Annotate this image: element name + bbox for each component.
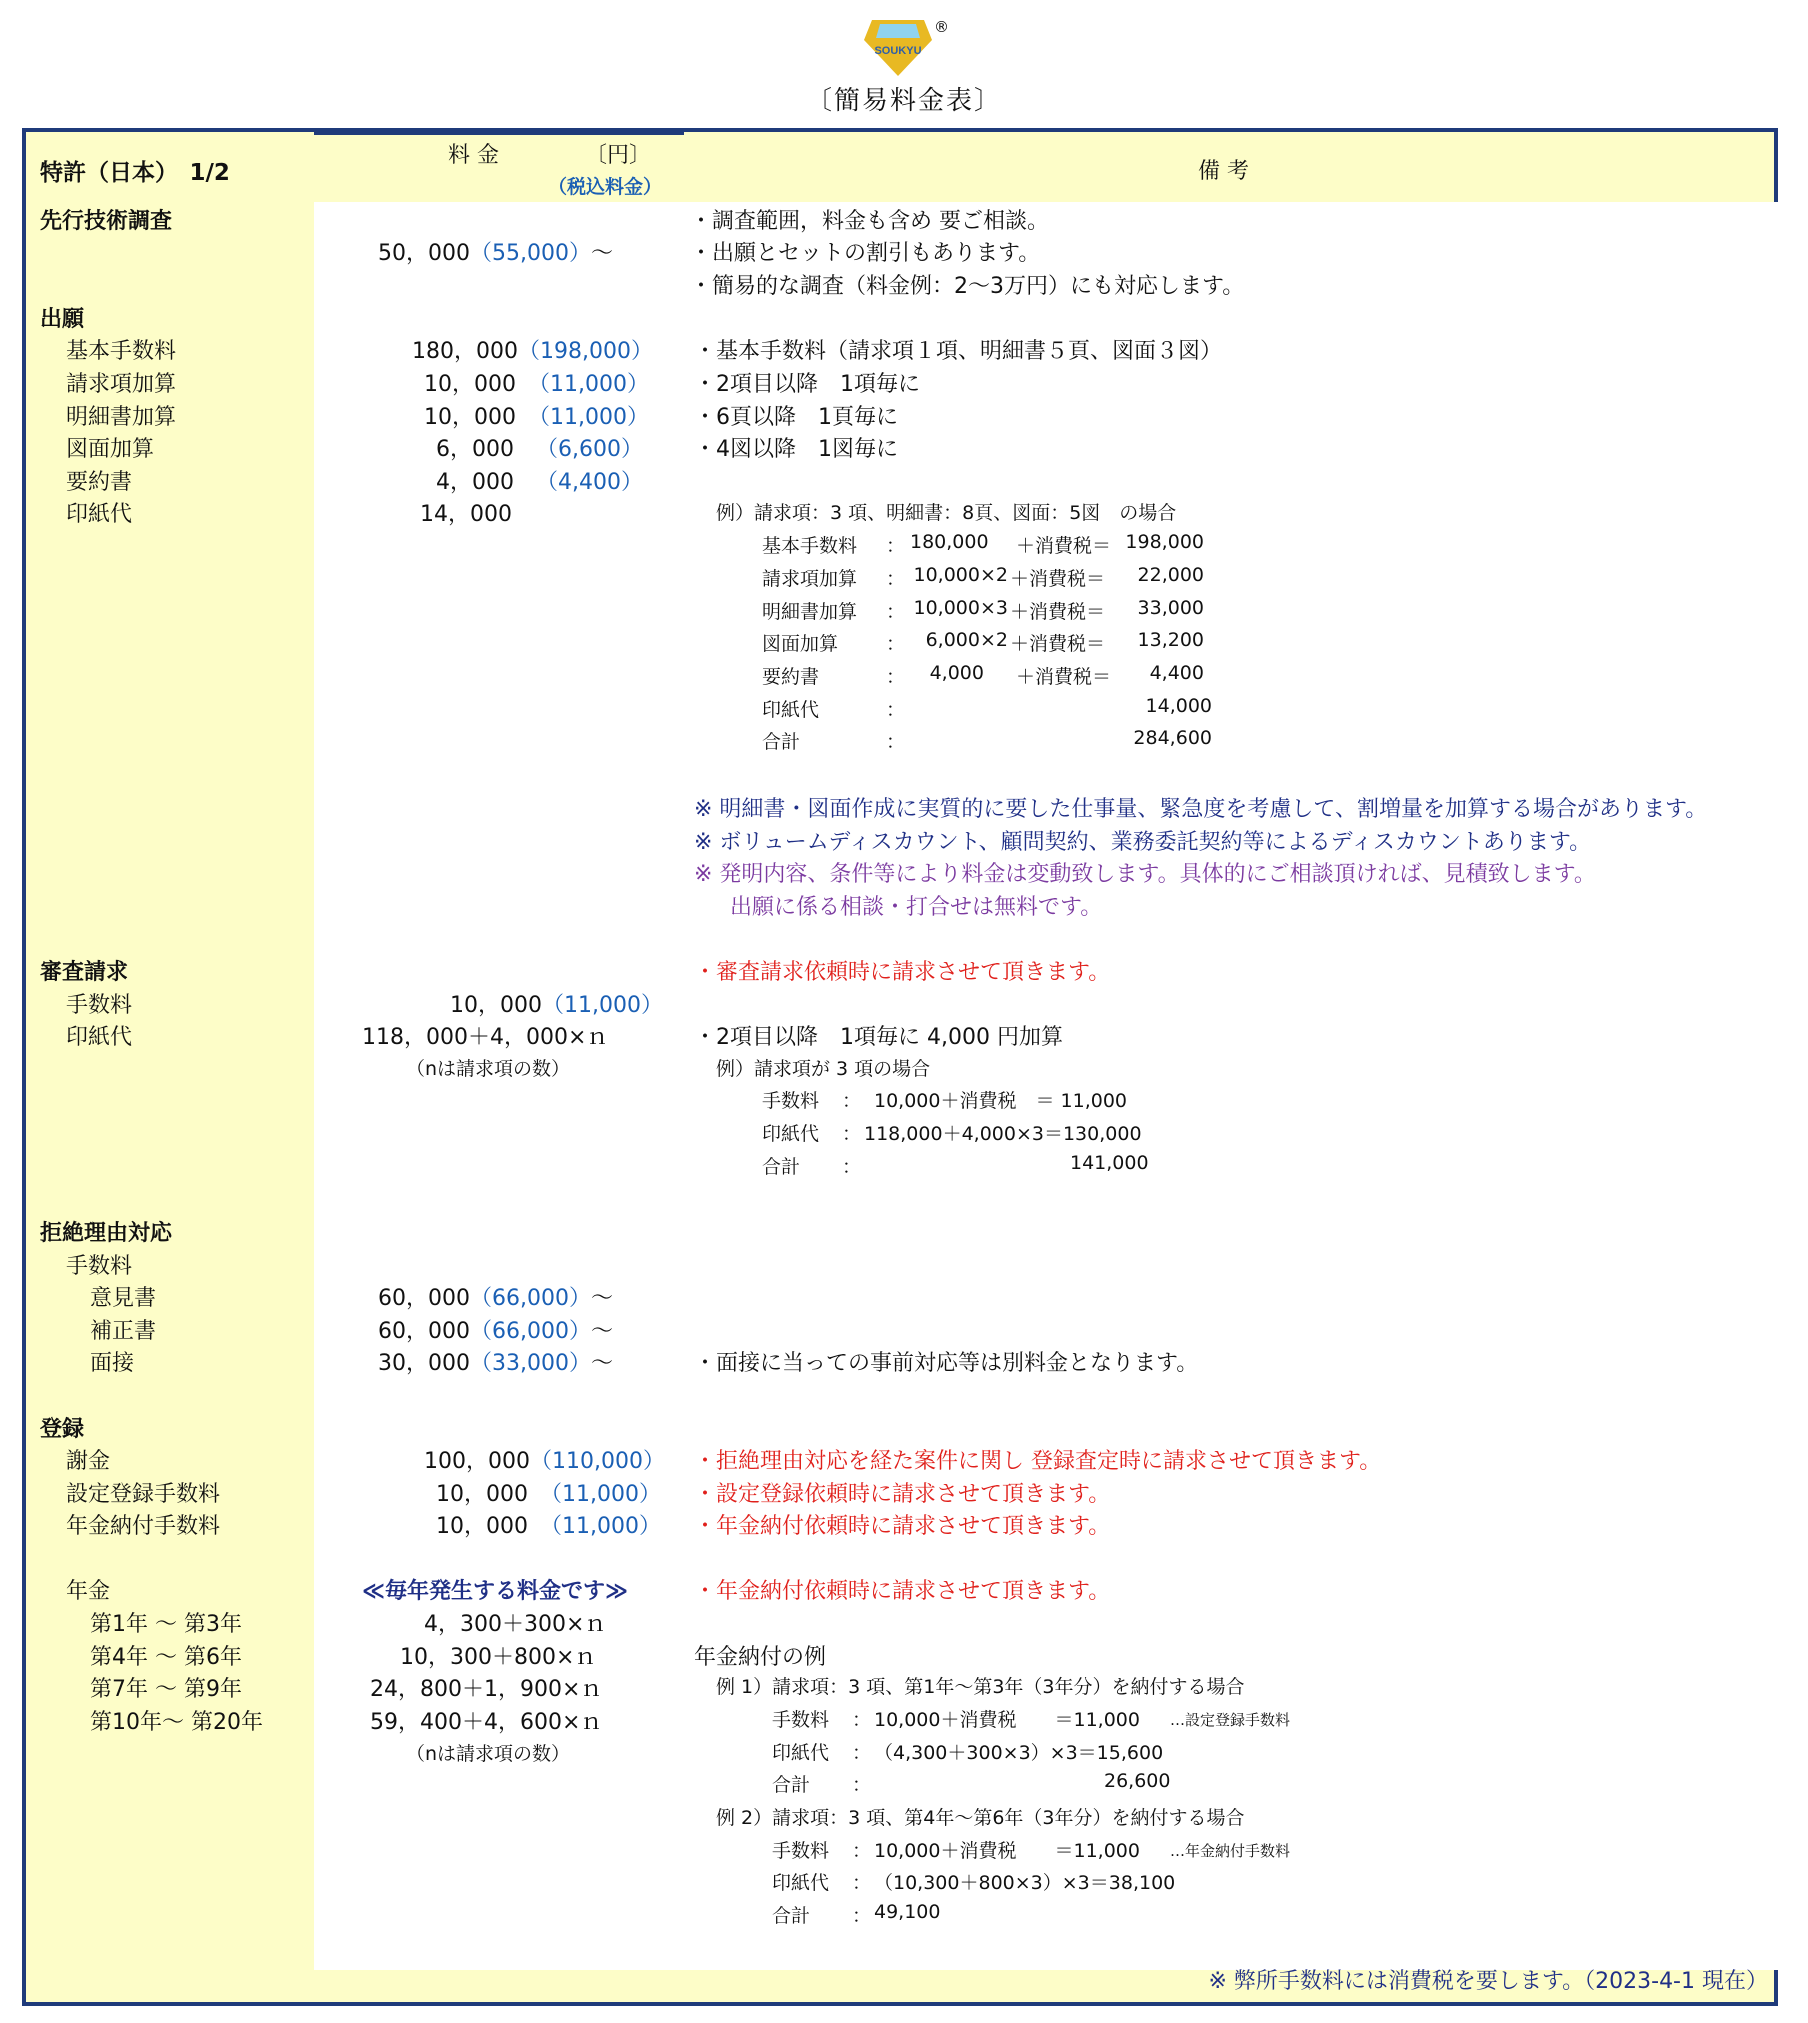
filing-item-note: ・4図以降 1図毎に — [694, 437, 898, 462]
prior-search-note-2: ・出願とセットの割引もあります。 — [690, 241, 1041, 266]
example-key: 要約書 — [762, 666, 820, 688]
filing-item-label: 基本手数料 — [66, 339, 177, 364]
registration-item-note: ・設定登録依頼時に請求させて頂きます。 — [694, 1482, 1111, 1507]
filing-notice-2: ※ ボリュームディスカウント、顧問契約、業務委託契約等によるディスカウントあります。 — [694, 830, 1592, 855]
example-value: 10,000×3 — [913, 597, 1008, 619]
annuity-red-note: ・年金納付依頼時に請求させて頂きます。 — [694, 1579, 1111, 1604]
exam-fee-label: 手数料 — [66, 993, 133, 1018]
example-result: 22,000 — [1137, 564, 1204, 586]
annuity-item-fee: 4，300＋300×ｎ — [424, 1612, 607, 1637]
example-result: 13,200 — [1137, 629, 1204, 651]
example-colon: ： — [886, 633, 906, 655]
example-key: 明細書加算 — [762, 601, 858, 623]
registration-label: 登録 — [40, 1417, 85, 1442]
annuity-item-label: 第10年～ 第20年 — [90, 1710, 263, 1735]
filing-notice-4: 出願に係る相談・打合せは無料です。 — [730, 895, 1103, 920]
annuity-example-key: 手数料 — [772, 1840, 830, 1862]
exam-example-key: 合計 — [762, 1156, 801, 1178]
annuity-example-suffix: …設定登録手数料 — [1170, 1711, 1291, 1729]
example-value: 6,000×2 — [925, 629, 1008, 651]
registration-item-note: ・年金納付依頼時に請求させて頂きます。 — [694, 1514, 1111, 1539]
registration-item-label: 年金納付手数料 — [66, 1514, 221, 1539]
exam-label: 審査請求 — [40, 960, 129, 985]
annuity-item-fee: 59，400＋4，600×ｎ — [370, 1710, 603, 1735]
exam-stamp-fee: 118，000＋4，000×ｎ — [362, 1025, 609, 1050]
annuity-example-value: （4,300＋300×3）×3＝15,600 — [874, 1742, 1164, 1764]
filing-example-title: 例）請求項：3 項、明細書：8頁、図面：5図 の場合 — [716, 502, 1177, 524]
annuity-example-suffix: …年金納付手数料 — [1170, 1842, 1291, 1860]
exam-example-key: 印紙代 — [762, 1123, 820, 1145]
annuity-banner: ≪毎年発生する料金です≫ — [362, 1579, 629, 1604]
rejection-item-label: 意見書 — [90, 1286, 157, 1311]
example-op: ＋消費税＝ — [1016, 666, 1112, 688]
filing-item-label: 明細書加算 — [66, 405, 177, 430]
filing-item-fee: 10，000 （11,000） — [424, 372, 649, 397]
example-colon: ： — [886, 699, 906, 721]
filing-item-label: 要約書 — [66, 470, 133, 495]
annuity-example-value: 49,100 — [874, 1901, 941, 1923]
example-result: 4,400 — [1149, 662, 1204, 684]
rejection-item-fee: 60，000（66,000）～ — [378, 1286, 613, 1311]
example-op: ＋消費税＝ — [1016, 535, 1112, 557]
logo-text: SOUKYU — [874, 45, 922, 57]
rejection-item-label: 面接 — [90, 1351, 135, 1376]
annuity-example-value: 26,600 — [1104, 1770, 1171, 1792]
example-result: 33,000 — [1137, 597, 1204, 619]
filing-item-note: ・6頁以降 1頁毎に — [694, 405, 898, 430]
filing-item-fee: 10，000 （11,000） — [424, 405, 649, 430]
example-value: 10,000×2 — [913, 564, 1008, 586]
annuity-example-colon: ： — [852, 1905, 872, 1927]
filing-item-fee: 4，000 （4,400） — [436, 470, 643, 495]
example-colon: ： — [886, 666, 906, 688]
rejection-label: 拒絶理由対応 — [40, 1221, 173, 1246]
prior-search-label: 先行技術調査 — [40, 209, 173, 234]
example-key: 印紙代 — [762, 699, 820, 721]
exam-red-note: ・審査請求依頼時に請求させて頂きます。 — [694, 960, 1111, 985]
example-colon: ： — [886, 568, 906, 590]
filing-item-label: 図面加算 — [66, 437, 155, 462]
exam-example-value: 141,000 — [1070, 1152, 1149, 1174]
example-key: 基本手数料 — [762, 535, 858, 557]
rejection-item-fee: 60，000（66,000）～ — [378, 1319, 613, 1344]
registration-item-label: 設定登録手数料 — [66, 1482, 221, 1507]
annuity-item-label: 第4年 ～ 第6年 — [90, 1645, 242, 1670]
annuity-example-1-title: 例 1）請求項：3 項、第1年～第3年（3年分）を納付する場合 — [716, 1676, 1245, 1698]
annuity-example-colon: ： — [852, 1709, 872, 1731]
exam-example-key: 手数料 — [762, 1090, 820, 1112]
annuity-example-value: （10,300＋800×3）×3＝38,100 — [874, 1872, 1176, 1894]
filing-item-note: ・基本手数料（請求項１項、明細書５頁、図面３図） — [694, 339, 1223, 364]
annuity-item-fee: 24，800＋1，900×ｎ — [370, 1677, 603, 1702]
annuity-example-key: 合計 — [772, 1774, 811, 1796]
example-key: 合計 — [762, 731, 801, 753]
example-result: 14,000 — [1145, 695, 1212, 717]
exam-example-value: 118,000＋4,000×3＝130,000 — [864, 1123, 1142, 1145]
soukyu-logo — [858, 18, 938, 80]
filing-item-label: 印紙代 — [66, 502, 133, 527]
annuity-example-colon: ： — [852, 1774, 872, 1796]
example-op: ＋消費税＝ — [1010, 633, 1106, 655]
example-colon: ： — [886, 535, 906, 557]
annuity-example-colon: ： — [852, 1872, 872, 1894]
example-colon: ： — [886, 731, 906, 753]
annuity-example-key: 合計 — [772, 1905, 811, 1927]
example-key: 図面加算 — [762, 633, 839, 655]
filing-item-fee: 180，000（198,000） — [412, 339, 653, 364]
annuity-label: 年金 — [66, 1579, 111, 1604]
example-colon: ： — [886, 601, 906, 623]
filing-item-fee: 6，000 （6,600） — [436, 437, 643, 462]
registration-item-fee: 100，000（110,000） — [424, 1449, 665, 1474]
filing-notice-3: ※ 発明内容、条件等により料金は変動致します。具体的にご相談頂ければ、見積致します。 — [694, 862, 1596, 887]
exam-example-title: 例）請求項が 3 項の場合 — [716, 1058, 931, 1080]
annuity-example-2-title: 例 2）請求項：3 項、第4年～第6年（3年分）を納付する場合 — [716, 1807, 1245, 1829]
filing-label: 出願 — [40, 307, 85, 332]
example-value: 180,000 — [910, 531, 989, 553]
filing-item-label: 請求項加算 — [66, 372, 177, 397]
remarks-column-label: 備 考 — [1198, 159, 1249, 184]
annuity-example-key: 手数料 — [772, 1709, 830, 1731]
footer-note: ※ 弊所手数料には消費税を要します。（2023-4-1 現在） — [1208, 1969, 1768, 1994]
example-result: 284,600 — [1133, 727, 1212, 749]
rejection-item-fee: 30，000（33,000）～ — [378, 1351, 613, 1376]
annuity-item-label: 第1年 ～ 第3年 — [90, 1612, 242, 1637]
filing-item-fee: 14，000 — [420, 502, 512, 527]
registration-item-note: ・拒絶理由対応を経た案件に関し 登録査定時に請求させて頂きます。 — [694, 1449, 1382, 1474]
example-result: 198,000 — [1125, 531, 1204, 553]
example-key: 請求項加算 — [762, 568, 858, 590]
annuity-example-colon: ： — [852, 1742, 872, 1764]
prior-search-note-3: ・簡易的な調査（料金例：2～3万円）にも対応します。 — [690, 274, 1245, 299]
exam-note: ・2項目以降 1項毎に 4,000 円加算 — [694, 1025, 1063, 1050]
annuity-example-key: 印紙代 — [772, 1872, 830, 1894]
page-title: 〔簡易料金表〕 — [805, 86, 1002, 116]
tax-included-label: （税込料金） — [548, 176, 663, 198]
exam-stamp-note: （nは請求項の数） — [406, 1058, 571, 1080]
fee-column-label: 料 金 — [448, 143, 499, 168]
registration-item-fee: 10，000 （11,000） — [436, 1514, 661, 1539]
example-value: 4,000 — [929, 662, 984, 684]
exam-example-colon: ： — [842, 1123, 862, 1145]
exam-stamp-label: 印紙代 — [66, 1025, 133, 1050]
prior-search-fee: 50，000（55,000）～ — [378, 241, 613, 266]
prior-search-note-1: ・調査範囲，料金も含め 要ご相談。 — [690, 209, 1049, 234]
rejection-item-label: 補正書 — [90, 1319, 157, 1344]
header-divider — [314, 132, 684, 135]
annuity-example-colon: ： — [852, 1840, 872, 1862]
filing-item-note: ・2項目以降 1項毎に — [694, 372, 920, 397]
example-op: ＋消費税＝ — [1010, 601, 1106, 623]
registration-item-fee: 10，000 （11,000） — [436, 1482, 661, 1507]
rejection-note: ・面接に当っての事前対応等は別料金となります。 — [694, 1351, 1199, 1376]
section-title: 特許（日本） 1/2 — [40, 160, 230, 186]
registered-mark: ® — [934, 18, 949, 36]
rejection-sub-label: 手数料 — [66, 1254, 133, 1279]
annuity-example-key: 印紙代 — [772, 1742, 830, 1764]
exam-example-colon: ： — [842, 1090, 862, 1112]
fee-unit: 〔円〕 — [585, 143, 652, 168]
annuity-example-head: 年金納付の例 — [694, 1645, 827, 1670]
annuity-item-label: 第7年 ～ 第9年 — [90, 1677, 242, 1702]
exam-fee: 10，000（11,000） — [450, 993, 663, 1018]
registration-item-label: 謝金 — [66, 1449, 111, 1474]
exam-example-value: 10,000＋消費税 ＝ 11,000 — [874, 1090, 1128, 1112]
annuity-example-value: 10,000＋消費税 ＝11,000 — [874, 1840, 1140, 1862]
annuity-n-note: （nは請求項の数） — [406, 1743, 571, 1765]
exam-example-colon: ： — [842, 1156, 862, 1178]
annuity-item-fee: 10，300＋800×ｎ — [400, 1645, 597, 1670]
annuity-example-value: 10,000＋消費税 ＝11,000 — [874, 1709, 1140, 1731]
filing-notice-1: ※ 明細書・図面作成に実質的に要した仕事量、緊急度を考慮して、割増量を加算する場合があります。 — [694, 797, 1708, 822]
example-op: ＋消費税＝ — [1010, 568, 1106, 590]
